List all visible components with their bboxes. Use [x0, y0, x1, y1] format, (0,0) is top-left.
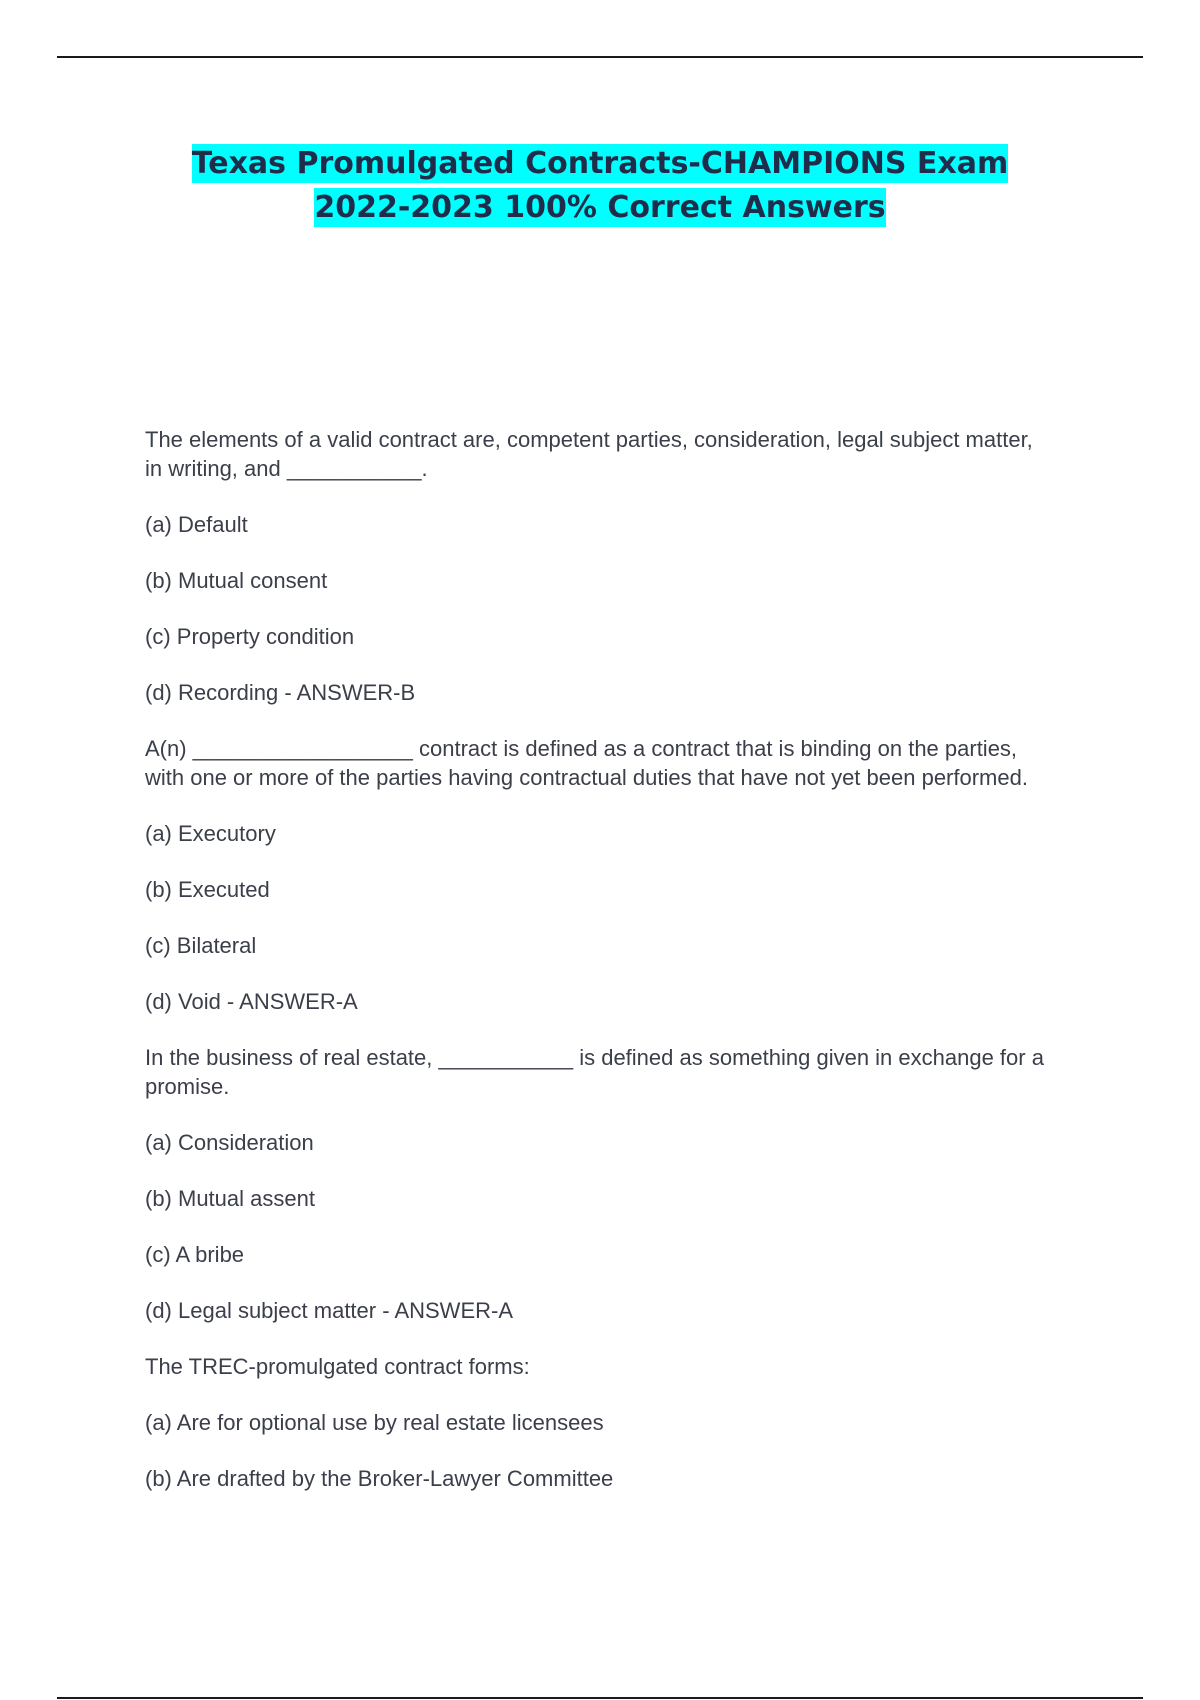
question-4-option-a: (a) Are for optional use by real estate licensees	[145, 1410, 604, 1435]
document-title	[150, 142, 1050, 230]
document-body	[145, 425, 1045, 1520]
question-2-option-c: (c) Bilateral	[145, 933, 257, 958]
top-rule	[57, 56, 1143, 58]
question-3-option-b: (b) Mutual assent	[145, 1186, 315, 1211]
question-1-stem: The elements of a valid contract are, competent parties, consideration, legal subject matter, in writing, and ___________.	[145, 427, 1033, 481]
question-2-option-b: (b) Executed	[145, 877, 270, 902]
question-3-option-c: (c) A bribe	[145, 1242, 245, 1267]
question-1-option-b: (b) Mutual consent	[145, 568, 328, 593]
question-4-stem: The TREC-promulgated contract forms:	[145, 1354, 530, 1379]
question-1-option-c: (c) Property condition	[145, 624, 355, 649]
bottom-rule	[57, 1697, 1143, 1699]
question-1-option-a: (a) Default	[145, 512, 248, 537]
title-text: Texas Promulgated Contracts-CHAMPIONS Exam 2022-2023 100% Correct Answers	[191, 146, 1009, 225]
question-3-stem: In the business of real estate, ___________ is defined as something given in exchange for a promise.	[145, 1045, 1044, 1099]
question-2-option-d-answer: (d) Void - ANSWER-A	[145, 989, 358, 1014]
question-3-option-a: (a) Consideration	[145, 1130, 314, 1155]
question-1-option-d-answer: (d) Recording - ANSWER-B	[145, 680, 416, 705]
question-2-stem: A(n) __________________ contract is defined as a contract that is binding on the parties, with one or more of the parties having contractual duties that have not yet been performed.	[145, 736, 1028, 790]
question-4-option-b: (b) Are drafted by the Broker-Lawyer Committee	[145, 1466, 614, 1491]
question-2-option-a: (a) Executory	[145, 821, 276, 846]
question-3-option-d-answer: (d) Legal subject matter - ANSWER-A	[145, 1298, 514, 1323]
